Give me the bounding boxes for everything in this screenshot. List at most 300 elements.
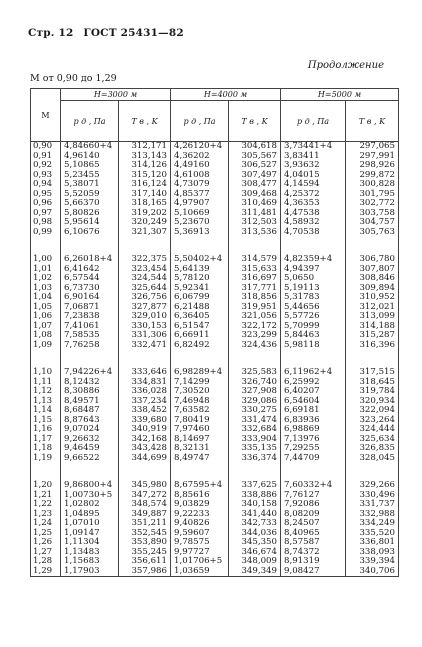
cell-pressure: 8,49571 [61, 397, 119, 407]
cell-temperature: 315,633 [229, 265, 281, 275]
cell-temperature: 356,611 [119, 557, 171, 567]
cell-temperature: 344,699 [119, 454, 171, 464]
cell-temperature: 337,234 [119, 397, 171, 407]
cell-m: 1,05 [31, 303, 61, 313]
cell-pressure: 8,30886 [61, 387, 119, 397]
cell-temperature: 336,374 [229, 454, 281, 464]
cell-pressure: 4,25372 [281, 190, 346, 200]
cell-pressure: 5,98118 [281, 341, 346, 351]
cell-pressure: 4,61008 [171, 171, 229, 181]
cell-pressure: 5,92341 [171, 284, 229, 294]
data-table [30, 88, 399, 577]
cell-temperature: 315,287 [346, 331, 399, 341]
cell-temperature: 327,908 [229, 387, 281, 397]
cell-temperature: 343,428 [119, 444, 171, 454]
cell-temperature: 323,454 [119, 265, 171, 275]
cell-pressure: 1,17903 [61, 567, 119, 577]
cell-pressure: 6,11962+4 [281, 368, 346, 378]
cell-pressure: 1,00730+5 [61, 491, 119, 501]
cell-temperature: 347,272 [119, 491, 171, 501]
cell-pressure: 6,06799 [171, 293, 229, 303]
cell-temperature: 321,056 [229, 312, 281, 322]
cell-pressure: 5,19113 [281, 284, 346, 294]
cell-pressure: 6,90164 [61, 293, 119, 303]
table-row [31, 228, 399, 238]
cell-temperature: 317,515 [346, 368, 399, 378]
table-row [31, 454, 399, 464]
cell-temperature: 309,468 [229, 190, 281, 200]
cell-m: 0,98 [31, 218, 61, 228]
cell-m: 1,20 [31, 481, 61, 491]
cell-temperature: 312,171 [119, 142, 171, 152]
cell-temperature: 331,306 [119, 331, 171, 341]
cell-temperature: 325,583 [229, 368, 281, 378]
cell-temperature: 305,567 [229, 152, 281, 162]
cell-pressure: 7,76127 [281, 491, 346, 501]
col-h1-header: H=3000 м [61, 89, 171, 101]
cell-m: 1,12 [31, 387, 61, 397]
page-number: Стр. 12 [28, 27, 74, 39]
cell-temperature: 314,188 [346, 322, 399, 332]
cell-pressure: 7,23838 [61, 312, 119, 322]
cell-m: 1,19 [31, 454, 61, 464]
cell-pressure: 7,14299 [171, 378, 229, 388]
cell-m: 1,21 [31, 491, 61, 501]
cell-temperature: 342,733 [229, 519, 281, 529]
group-spacer [31, 237, 399, 255]
cell-pressure: 4,58932 [281, 218, 346, 228]
cell-pressure: 5,23670 [171, 218, 229, 228]
cell-m: 1,29 [31, 567, 61, 577]
standard-code: ГОСТ 25431—82 [83, 27, 184, 39]
cell-temperature: 313,099 [346, 312, 399, 322]
cell-pressure: 9,66522 [61, 454, 119, 464]
cell-pressure: 9,86800+4 [61, 481, 119, 491]
table-body [31, 142, 399, 577]
cell-temperature: 301,795 [346, 190, 399, 200]
cell-pressure: 7,97460 [171, 425, 229, 435]
cell-temperature: 332,684 [229, 425, 281, 435]
table-row [31, 142, 399, 152]
group-spacer [31, 350, 399, 368]
cell-m: 1,13 [31, 397, 61, 407]
cell-pressure: 5,44656 [281, 303, 346, 313]
cell-temperature: 317,771 [229, 284, 281, 294]
cell-temperature: 333,646 [119, 368, 171, 378]
col-h2-header: H=4000 м [171, 89, 281, 101]
cell-temperature: 326,756 [119, 293, 171, 303]
cell-temperature: 337,625 [229, 481, 281, 491]
cell-pressure: 8,91319 [281, 557, 346, 567]
cell-temperature: 322,375 [119, 255, 171, 265]
cell-m: 1,01 [31, 265, 61, 275]
cell-temperature: 323,299 [229, 331, 281, 341]
group-spacer [31, 463, 399, 481]
cell-temperature: 298,926 [346, 161, 399, 171]
cell-temperature: 325,634 [346, 435, 399, 445]
cell-pressure: 9,97727 [171, 548, 229, 558]
cell-temperature: 329,010 [119, 312, 171, 322]
cell-pressure: 4,49160 [171, 161, 229, 171]
range-label: M от 0,90 до 1,29 [30, 73, 117, 84]
cell-pressure: 8,87643 [61, 416, 119, 426]
cell-temperature: 306,780 [346, 255, 399, 265]
cell-pressure: 7,76258 [61, 341, 119, 351]
cell-m: 0,96 [31, 199, 61, 209]
cell-temperature: 332,988 [346, 510, 399, 520]
cell-temperature: 318,645 [346, 378, 399, 388]
cell-m: 1,10 [31, 368, 61, 378]
cell-temperature: 340,706 [346, 567, 399, 577]
cell-temperature: 334,249 [346, 519, 399, 529]
cell-temperature: 308,477 [229, 180, 281, 190]
cell-m: 1,07 [31, 322, 61, 332]
cell-m: 1,26 [31, 538, 61, 548]
cell-pressure: 4,26120+4 [171, 142, 229, 152]
col-p-header: p д , Па [171, 101, 229, 142]
cell-pressure: 8,24507 [281, 519, 346, 529]
cell-temperature: 331,474 [229, 416, 281, 426]
cell-temperature: 318,165 [119, 199, 171, 209]
cell-temperature: 339,680 [119, 416, 171, 426]
cell-pressure: 6,36405 [171, 312, 229, 322]
cell-pressure: 6,98869 [281, 425, 346, 435]
cell-pressure: 5,80826 [61, 209, 119, 219]
cell-temperature: 349,349 [229, 567, 281, 577]
cell-temperature: 304,618 [229, 142, 281, 152]
cell-temperature: 316,396 [346, 341, 399, 351]
cell-temperature: 335,135 [229, 444, 281, 454]
cell-temperature: 309,894 [346, 284, 399, 294]
cell-pressure: 8,85616 [171, 491, 229, 501]
cell-temperature: 330,496 [346, 491, 399, 501]
cell-pressure: 9,03829 [171, 500, 229, 510]
cell-temperature: 345,980 [119, 481, 171, 491]
cell-pressure: 7,58535 [61, 331, 119, 341]
cell-temperature: 302,772 [346, 199, 399, 209]
cell-pressure: 7,63582 [171, 406, 229, 416]
cell-temperature: 319,202 [119, 209, 171, 219]
cell-temperature: 335,520 [346, 529, 399, 539]
cell-temperature: 316,124 [119, 180, 171, 190]
cell-pressure: 9,78575 [171, 538, 229, 548]
cell-temperature: 322,172 [229, 322, 281, 332]
cell-temperature: 338,452 [119, 406, 171, 416]
cell-pressure: 6,57544 [61, 274, 119, 284]
table-row [31, 567, 399, 577]
cell-pressure: 6,41642 [61, 265, 119, 275]
cell-pressure: 7,92086 [281, 500, 346, 510]
cell-temperature: 306,527 [229, 161, 281, 171]
cell-m: 1,18 [31, 444, 61, 454]
cell-pressure: 6,82492 [171, 341, 229, 351]
cell-temperature: 314,126 [119, 161, 171, 171]
cell-temperature: 321,307 [119, 228, 171, 238]
cell-pressure: 5,31783 [281, 293, 346, 303]
cell-m: 1,08 [31, 331, 61, 341]
cell-pressure: 1,01706+5 [171, 557, 229, 567]
col-t-header: T в , K [346, 101, 399, 142]
cell-temperature: 333,904 [229, 435, 281, 445]
cell-m: 1,25 [31, 529, 61, 539]
cell-temperature: 324,444 [346, 425, 399, 435]
cell-pressure: 5,70999 [281, 322, 346, 332]
cell-pressure: 5,36913 [171, 228, 229, 238]
cell-pressure: 1,09147 [61, 529, 119, 539]
cell-pressure: 5,23455 [61, 171, 119, 181]
cell-pressure: 5,78120 [171, 274, 229, 284]
cell-m: 1,28 [31, 557, 61, 567]
cell-m: 1,03 [31, 284, 61, 294]
cell-temperature: 341,440 [229, 510, 281, 520]
cell-pressure: 1,04895 [61, 510, 119, 520]
cell-temperature: 307,807 [346, 265, 399, 275]
cell-m: 1,09 [31, 341, 61, 351]
cell-temperature: 322,094 [346, 406, 399, 416]
cell-pressure: 6,73730 [61, 284, 119, 294]
cell-pressure: 8,14697 [171, 435, 229, 445]
cell-temperature: 303,758 [346, 209, 399, 219]
cell-temperature: 331,737 [346, 500, 399, 510]
cell-temperature: 340,919 [119, 425, 171, 435]
cell-temperature: 297,991 [346, 152, 399, 162]
cell-m: 1,04 [31, 293, 61, 303]
cell-temperature: 320,934 [346, 397, 399, 407]
cell-pressure: 6,21488 [171, 303, 229, 313]
cell-pressure: 1,07010 [61, 519, 119, 529]
cell-pressure: 3,93632 [281, 161, 346, 171]
cell-temperature: 328,045 [346, 454, 399, 464]
cell-temperature: 316,697 [229, 274, 281, 284]
cell-temperature: 338,093 [346, 548, 399, 558]
cell-temperature: 357,986 [119, 567, 171, 577]
cell-pressure: 6,25992 [281, 378, 346, 388]
cell-pressure: 4,70538 [281, 228, 346, 238]
cell-pressure: 9,26632 [61, 435, 119, 445]
cell-temperature: 310,952 [346, 293, 399, 303]
cell-pressure: 5,52059 [61, 190, 119, 200]
cell-m: 1,06 [31, 312, 61, 322]
col-p-header: p д , Па [61, 101, 119, 142]
cell-pressure: 7,46948 [171, 397, 229, 407]
cell-m: 1,24 [31, 519, 61, 529]
cell-m: 1,23 [31, 510, 61, 520]
cell-pressure: 4,04015 [281, 171, 346, 181]
cell-temperature: 330,153 [119, 322, 171, 332]
cell-pressure: 6,83936 [281, 416, 346, 426]
page-header [28, 27, 190, 39]
cell-pressure: 5,38071 [61, 180, 119, 190]
cell-temperature: 311,481 [229, 209, 281, 219]
cell-pressure: 6,98289+4 [171, 368, 229, 378]
cell-temperature: 338,886 [229, 491, 281, 501]
cell-temperature: 314,579 [229, 255, 281, 265]
cell-temperature: 342,168 [119, 435, 171, 445]
cell-temperature: 323,264 [346, 416, 399, 426]
cell-pressure: 5,10669 [171, 209, 229, 219]
cell-pressure: 4,96140 [61, 152, 119, 162]
cell-pressure: 9,46459 [61, 444, 119, 454]
cell-pressure: 8,32131 [171, 444, 229, 454]
cell-pressure: 5,10865 [61, 161, 119, 171]
cell-pressure: 7,60332+4 [281, 481, 346, 491]
cell-temperature: 317,140 [119, 190, 171, 200]
cell-m: 0,92 [31, 161, 61, 171]
col-m-header: M [31, 89, 61, 142]
cell-temperature: 336,801 [346, 538, 399, 548]
cell-temperature: 352,545 [119, 529, 171, 539]
cell-pressure: 1,11304 [61, 538, 119, 548]
cell-temperature: 297,065 [346, 142, 399, 152]
cell-pressure: 7,13976 [281, 435, 346, 445]
cell-pressure: 4,97907 [171, 199, 229, 209]
continuation-label: Продолжение [307, 60, 384, 71]
cell-temperature: 332,471 [119, 341, 171, 351]
cell-temperature: 324,544 [119, 274, 171, 284]
cell-pressure: 9,40826 [171, 519, 229, 529]
cell-temperature: 345,350 [229, 538, 281, 548]
cell-pressure: 1,13483 [61, 548, 119, 558]
cell-m: 0,90 [31, 142, 61, 152]
cell-temperature: 310,469 [229, 199, 281, 209]
cell-pressure: 8,12432 [61, 378, 119, 388]
cell-m: 0,99 [31, 228, 61, 238]
cell-m: 1,17 [31, 435, 61, 445]
cell-temperature: 319,784 [346, 387, 399, 397]
table-row [31, 341, 399, 351]
cell-pressure: 7,44709 [281, 454, 346, 464]
col-h3-header: H=5000 м [281, 89, 399, 101]
cell-pressure: 5,84463 [281, 331, 346, 341]
cell-temperature: 353,890 [119, 538, 171, 548]
cell-pressure: 8,74372 [281, 548, 346, 558]
cell-temperature: 304,757 [346, 218, 399, 228]
cell-pressure: 5,57726 [281, 312, 346, 322]
cell-m: 1,11 [31, 378, 61, 388]
cell-temperature: 326,740 [229, 378, 281, 388]
cell-temperature: 346,674 [229, 548, 281, 558]
cell-pressure: 7,30520 [171, 387, 229, 397]
cell-temperature: 348,009 [229, 557, 281, 567]
cell-pressure: 7,41061 [61, 322, 119, 332]
cell-temperature: 351,211 [119, 519, 171, 529]
cell-m: 1,14 [31, 406, 61, 416]
cell-pressure: 4,82359+4 [281, 255, 346, 265]
cell-pressure: 5,50402+4 [171, 255, 229, 265]
cell-pressure: 1,03659 [171, 567, 229, 577]
cell-pressure: 8,67595+4 [171, 481, 229, 491]
cell-temperature: 312,021 [346, 303, 399, 313]
cell-pressure: 6,54604 [281, 397, 346, 407]
cell-temperature: 324,436 [229, 341, 281, 351]
cell-pressure: 6,66911 [171, 331, 229, 341]
cell-temperature: 355,245 [119, 548, 171, 558]
cell-temperature: 319,951 [229, 303, 281, 313]
col-t-header: T в , K [229, 101, 281, 142]
cell-pressure: 6,40207 [281, 387, 346, 397]
cell-pressure: 4,14594 [281, 180, 346, 190]
cell-temperature: 344,036 [229, 529, 281, 539]
col-p-header: p д , Па [281, 101, 346, 142]
cell-temperature: 308,846 [346, 274, 399, 284]
cell-temperature: 305,763 [346, 228, 399, 238]
cell-pressure: 4,84660+4 [61, 142, 119, 152]
cell-pressure: 5,95614 [61, 218, 119, 228]
cell-pressure: 6,69181 [281, 406, 346, 416]
cell-temperature: 340,158 [229, 500, 281, 510]
cell-pressure: 8,40965 [281, 529, 346, 539]
cell-m: 1,02 [31, 274, 61, 284]
cell-m: 0,91 [31, 152, 61, 162]
cell-temperature: 339,394 [346, 557, 399, 567]
cell-pressure: 1,15683 [61, 557, 119, 567]
cell-pressure: 9,08427 [281, 567, 346, 577]
cell-temperature: 334,831 [119, 378, 171, 388]
cell-temperature: 327,877 [119, 303, 171, 313]
cell-pressure: 9,59607 [171, 529, 229, 539]
cell-m: 0,93 [31, 171, 61, 181]
cell-temperature: 329,086 [229, 397, 281, 407]
cell-temperature: 349,887 [119, 510, 171, 520]
cell-pressure: 4,36353 [281, 199, 346, 209]
cell-pressure: 5,0650 [281, 274, 346, 284]
cell-temperature: 318,856 [229, 293, 281, 303]
cell-pressure: 6,26018+4 [61, 255, 119, 265]
cell-m: 1,15 [31, 416, 61, 426]
cell-pressure: 4,94397 [281, 265, 346, 275]
cell-m: 1,22 [31, 500, 61, 510]
cell-temperature: 348,574 [119, 500, 171, 510]
cell-pressure: 3,83411 [281, 152, 346, 162]
cell-temperature: 315,120 [119, 171, 171, 181]
cell-m: 1,00 [31, 255, 61, 265]
cell-pressure: 3,73441+4 [281, 142, 346, 152]
cell-pressure: 7,80419 [171, 416, 229, 426]
cell-pressure: 8,57587 [281, 538, 346, 548]
cell-temperature: 299,872 [346, 171, 399, 181]
cell-m: 0,94 [31, 180, 61, 190]
cell-pressure: 8,68487 [61, 406, 119, 416]
cell-temperature: 313,536 [229, 228, 281, 238]
cell-pressure: 6,10676 [61, 228, 119, 238]
cell-pressure: 7,94226+4 [61, 368, 119, 378]
cell-temperature: 313,143 [119, 152, 171, 162]
cell-temperature: 312,503 [229, 218, 281, 228]
cell-pressure: 9,07024 [61, 425, 119, 435]
cell-temperature: 326,835 [346, 444, 399, 454]
cell-m: 1,27 [31, 548, 61, 558]
cell-pressure: 6,51547 [171, 322, 229, 332]
cell-pressure: 8,49747 [171, 454, 229, 464]
cell-pressure: 7,06871 [61, 303, 119, 313]
cell-pressure: 5,66370 [61, 199, 119, 209]
cell-temperature: 330,275 [229, 406, 281, 416]
col-t-header: T в , K [119, 101, 171, 142]
cell-pressure: 4,47538 [281, 209, 346, 219]
cell-temperature: 300,828 [346, 180, 399, 190]
cell-temperature: 329,266 [346, 481, 399, 491]
cell-pressure: 7,29255 [281, 444, 346, 454]
cell-m: 0,95 [31, 190, 61, 200]
cell-pressure: 5,64139 [171, 265, 229, 275]
cell-m: 1,16 [31, 425, 61, 435]
cell-pressure: 4,36202 [171, 152, 229, 162]
cell-pressure: 4,73079 [171, 180, 229, 190]
cell-pressure: 8,08209 [281, 510, 346, 520]
cell-m: 0,97 [31, 209, 61, 219]
cell-temperature: 336,028 [119, 387, 171, 397]
cell-temperature: 325,644 [119, 284, 171, 294]
